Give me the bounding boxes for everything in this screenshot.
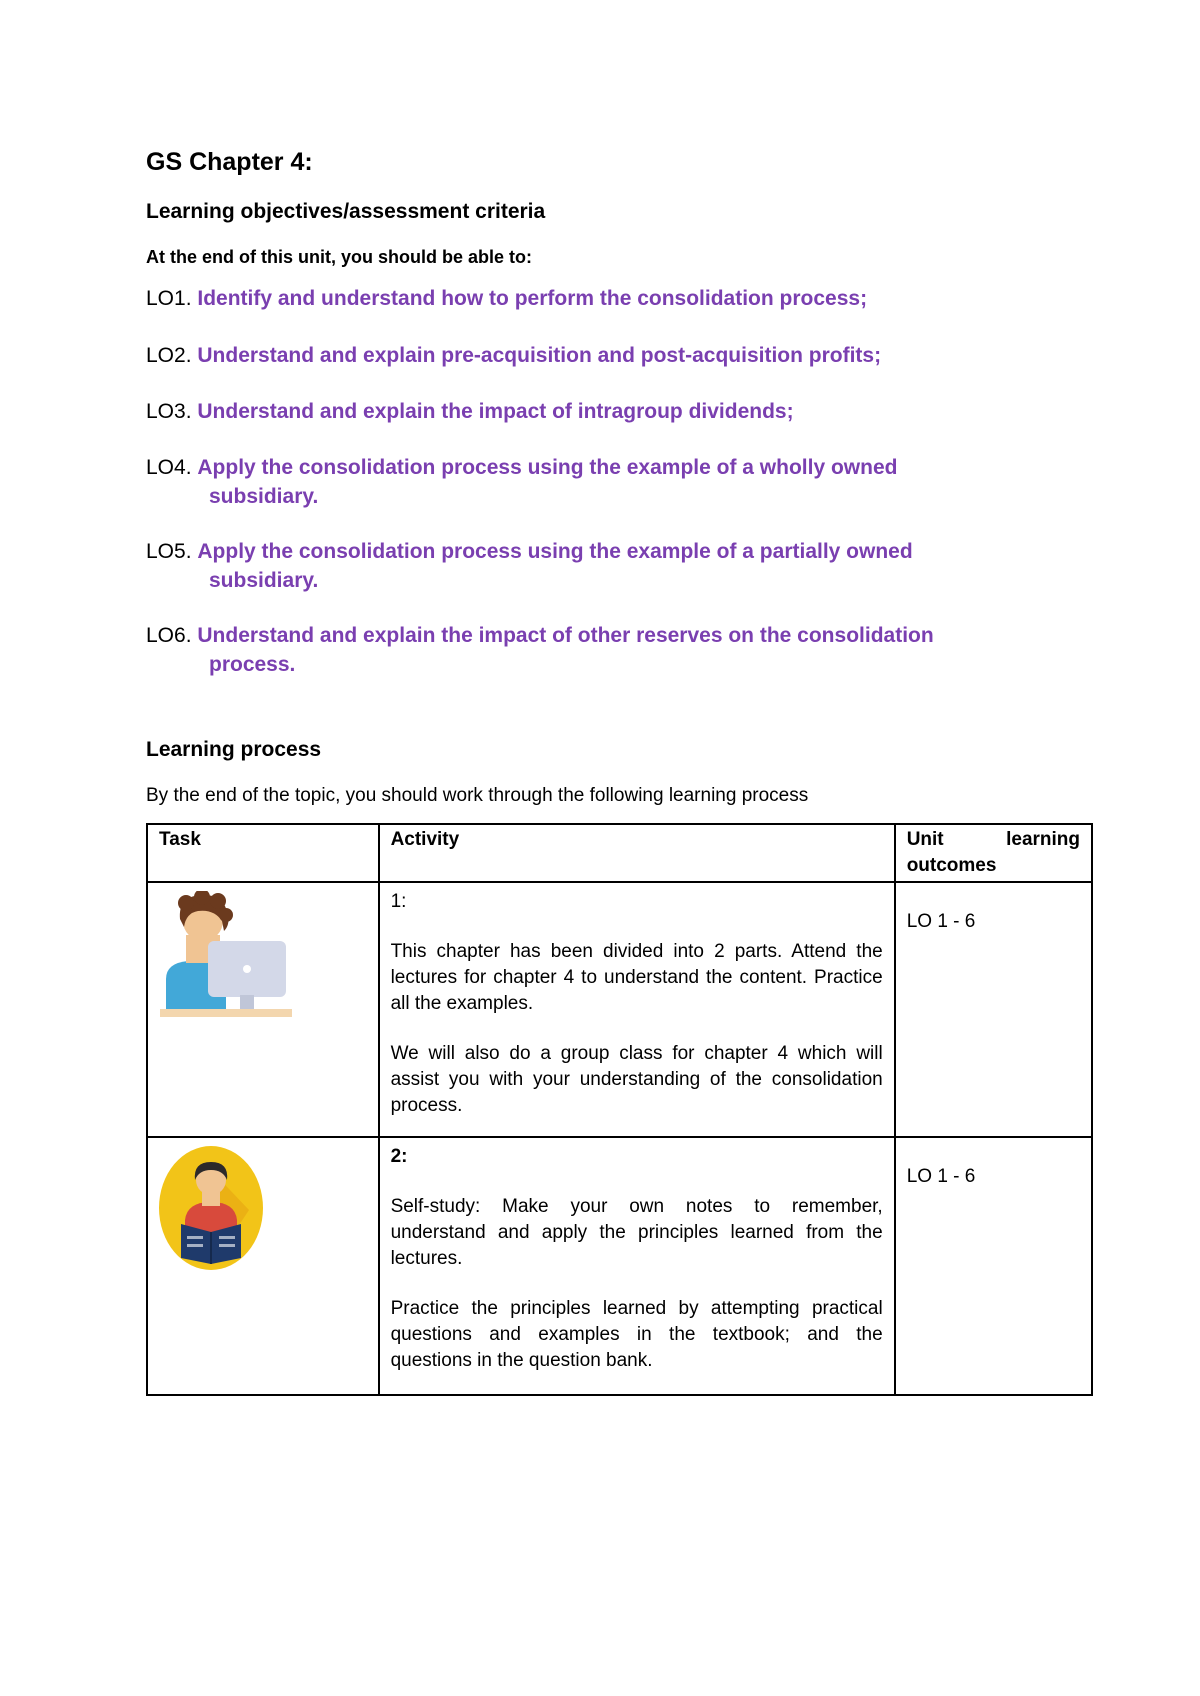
table-header-row — [147, 824, 1092, 882]
objective-number: LO5. — [146, 540, 192, 563]
activity-step: 2: — [390, 1146, 408, 1167]
objective-item — [146, 453, 1106, 511]
activity-paragraph: Self-study: Make your own notes to remember, understand and apply the principles learned from the lectures. — [390, 1196, 883, 1269]
activity-cell — [379, 1137, 895, 1395]
header-outcomes-word-3: outcomes — [906, 855, 997, 876]
objective-text: Identify and understand how to perform the consolidation process; — [197, 287, 868, 310]
objective-number: LO3. — [146, 400, 192, 423]
objective-number: LO2. — [146, 344, 192, 367]
objective-item — [146, 537, 1106, 595]
outcomes-value: LO 1 - 6 — [906, 1166, 976, 1187]
objective-text: Apply the consolidation process using the example of a partially owned — [197, 540, 913, 563]
objective-item — [146, 397, 1106, 426]
person-reading-book-icon — [157, 1140, 267, 1280]
page-title: GS Chapter 4: — [146, 148, 313, 176]
outcomes-cell — [895, 1137, 1092, 1395]
objective-text-continued: process. — [209, 653, 296, 676]
outcomes-cell — [895, 882, 1092, 1137]
objective-number: LO1. — [146, 287, 192, 310]
activity-paragraph: This chapter has been divided into 2 parts. Attend the lectures for chapter 4 to understand the content. Practice all the examples. — [390, 941, 883, 1014]
objective-item — [146, 284, 1106, 313]
process-intro: By the end of the topic, you should work through the following learning process — [146, 785, 809, 806]
table-row — [147, 1137, 1092, 1395]
task-cell — [147, 1137, 379, 1395]
header-activity: Activity — [379, 824, 895, 882]
activity-paragraph: Practice the principles learned by attempting practical questions and examples in the textbook; and the questions in the question bank. — [390, 1298, 883, 1371]
header-task: Task — [147, 824, 379, 882]
objective-text: Apply the consolidation process using the example of a wholly owned — [197, 456, 898, 479]
learning-process-table — [146, 823, 1093, 1396]
objective-number: LO4. — [146, 456, 192, 479]
objective-text-continued: subsidiary. — [209, 569, 319, 592]
objective-text-continued: subsidiary. — [209, 485, 319, 508]
outcomes-value: LO 1 - 6 — [906, 911, 976, 932]
header-outcomes-word-2: learning — [1006, 829, 1080, 850]
objective-text: Understand and explain pre-acquisition and post-acquisition profits; — [197, 344, 882, 367]
person-at-computer-icon — [158, 891, 294, 1029]
objective-number: LO6. — [146, 624, 192, 647]
objective-item — [146, 341, 1106, 370]
objective-text: Understand and explain the impact of other reserves on the consolidation — [197, 624, 934, 647]
table-row — [147, 882, 1092, 1137]
process-heading: Learning process — [146, 738, 322, 761]
activity-cell — [379, 882, 895, 1137]
activity-step: 1: — [390, 891, 407, 912]
header-outcomes-word-1: Unit — [906, 829, 944, 850]
objectives-heading: Learning objectives/assessment criteria — [146, 200, 546, 223]
activity-paragraph: We will also do a group class for chapter 4 which will assist you with your understanding of the consolidation process. — [390, 1043, 883, 1116]
objective-item — [146, 621, 1106, 679]
objective-text: Understand and explain the impact of intragroup dividends; — [197, 400, 794, 423]
task-cell — [147, 882, 379, 1137]
header-outcomes — [895, 824, 1092, 882]
objectives-intro: At the end of this unit, you should be able to: — [146, 247, 532, 267]
